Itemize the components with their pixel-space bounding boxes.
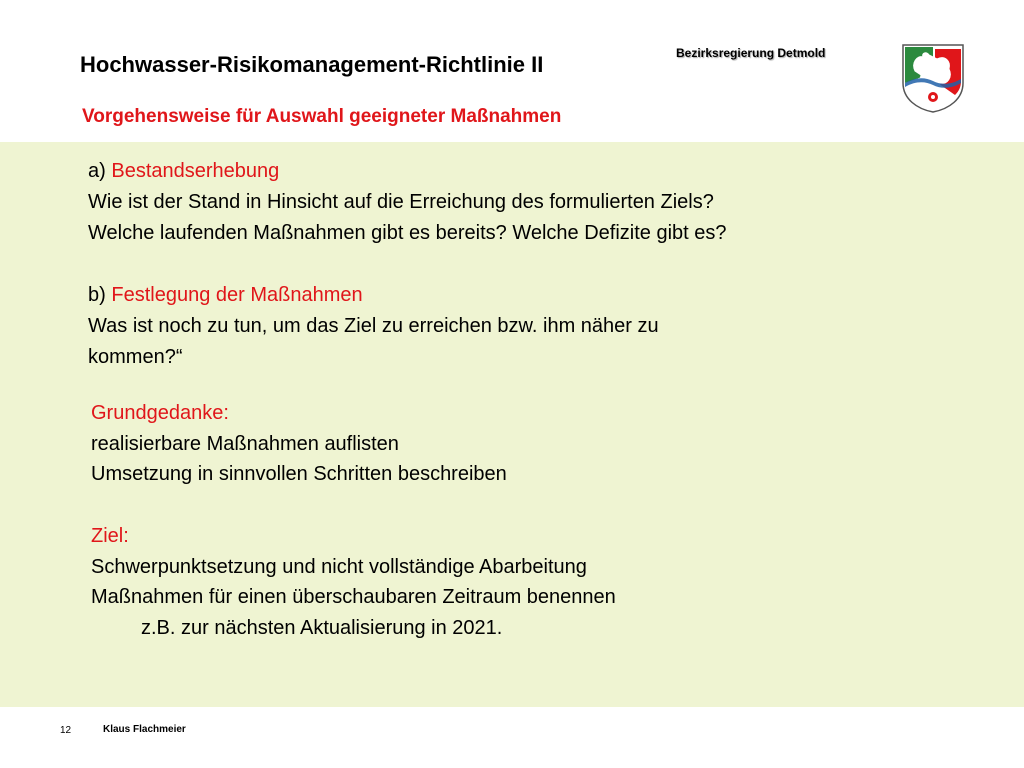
grundgedanke-line: Umsetzung in sinnvollen Schritten beschreiben xyxy=(91,463,507,485)
ziel-example-line: z.B. zur nächsten Aktualisierung in 2021. xyxy=(141,616,503,639)
ziel-heading: Ziel: xyxy=(91,525,129,547)
section-grundgedanke xyxy=(91,398,507,490)
section-b-heading: Festlegung der Maßnahmen xyxy=(111,284,363,306)
section-a-marker: a) xyxy=(88,160,106,182)
organization-name: Bezirksregierung Detmold xyxy=(676,46,826,60)
ziel-line: Schwerpunktsetzung und nicht vollständige Abarbeitung xyxy=(91,555,587,578)
section-a-heading-line xyxy=(88,156,727,187)
section-a-line: Welche laufenden Maßnahmen gibt es bereits? Welche Defizite gibt es? xyxy=(88,222,727,244)
section-b-marker: b) xyxy=(88,284,106,306)
section-bestandserhebung xyxy=(88,156,727,249)
section-b-line: Was ist noch zu tun, um das Ziel zu erreichen bzw. ihm näher zu xyxy=(88,315,659,337)
section-b-heading-line xyxy=(88,280,659,311)
slide-subtitle: Vorgehensweise für Auswahl geeigneter Maßnahmen xyxy=(82,106,562,127)
grundgedanke-heading: Grundgedanke: xyxy=(91,402,229,424)
page-number: 12 xyxy=(60,725,72,736)
ziel-line: Maßnahmen für einen überschaubaren Zeitraum benennen xyxy=(91,586,616,608)
footer-author: Klaus Flachmeier xyxy=(103,724,186,735)
section-ziel xyxy=(91,521,616,643)
section-b-line: kommen?“ xyxy=(88,346,183,368)
section-a-line: Wie ist der Stand in Hinsicht auf die Erreichung des formulierten Ziels? xyxy=(88,191,714,213)
section-a-heading: Bestandserhebung xyxy=(111,160,280,182)
section-festlegung xyxy=(88,280,659,373)
nrw-coat-of-arms-icon xyxy=(901,43,965,113)
grundgedanke-line: realisierbare Maßnahmen auflisten xyxy=(91,432,399,455)
presentation-title: Hochwasser-Risikomanagement-Richtlinie II xyxy=(80,52,544,77)
